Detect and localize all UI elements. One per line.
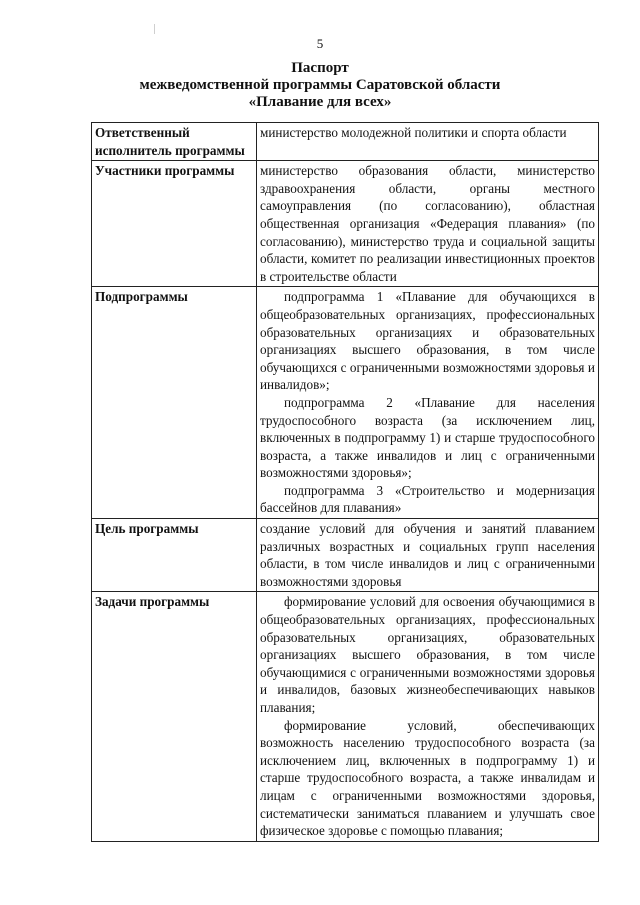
row-paragraph: министерство образования области, министерство здравоохранения области, органы местного самоуправления (по согласованию), областная общественная организация «Федерация плавания» (по согласованию), министерство труда и социальной защиты области, комитет по реализации инвестиционных проектов в строительстве области: [260, 163, 595, 284]
title-line-3: «Плавание для всех»: [248, 94, 392, 110]
row-paragraph: подпрограмма 2 «Плавание для населения трудоспособного возраста (за исключением лиц, включенных в подпрограмму 1) и старше трудоспособного возраста, а также инвалидов и лиц с ограниченными возможностями здоровья»;: [260, 394, 595, 481]
row-paragraph: подпрограмма 1 «Плавание для обучающихся в общеобразовательных организациях, профессиональных образовательных организациях и образовательных организациях высшего образования, в том числе обучающихся с ограниченными возможностями здоровья и инвалидов»;: [260, 289, 595, 393]
row-label: Подпрограммы: [92, 287, 257, 519]
row-content: [257, 519, 599, 592]
row-label: Ответственный исполнитель программы: [92, 123, 257, 161]
table-row: [92, 519, 599, 592]
row-paragraph: формирование условий для освоения обучающимися в общеобразовательных организациях, профессиональных образовательных организациях, образовательных организациях высшего образования, в том числе обучающимися с ограниченными возможностями здоровья и инвалидов, базовых жизнеобеспечивающих навыков плавания;: [260, 594, 595, 715]
row-label: Цель программы: [92, 519, 257, 592]
title-line-2: межведомственной программы Саратовской области: [139, 77, 501, 93]
row-content: [257, 123, 599, 161]
table-row: [92, 161, 599, 287]
document-title: [0, 60, 640, 111]
row-paragraph: подпрограмма 3 «Строительство и модернизация бассейнов для плавания»: [260, 482, 595, 516]
passport-table: [91, 122, 599, 842]
scan-mark: [154, 24, 155, 34]
page-number: 5: [316, 36, 324, 51]
row-content: [257, 592, 599, 841]
row-paragraph: создание условий для обучения и занятий плаванием различных возрастных и социальных групп населения области, в том числе инвалидов и лиц с ограниченными возможностями здоровья: [260, 521, 595, 589]
row-content: [257, 287, 599, 519]
title-line-1: Паспорт: [291, 60, 349, 76]
table-row: [92, 592, 599, 841]
row-label: Участники программы: [92, 161, 257, 287]
row-paragraph: формирование условий, обеспечивающих возможность населению трудоспособного возраста (за исключением лиц, включенных в подпрограмму 1) и старше трудоспособного возраста, а также инвалидам и лицам с ограниченными возможностями здоровья, систематически заниматься плаванием и улучшать свое физическое здоровье с помощью плавания;: [260, 717, 595, 839]
row-paragraph: министерство молодежной политики и спорта области: [260, 125, 567, 140]
table-row: [92, 123, 599, 161]
row-label: Задачи программы: [92, 592, 257, 841]
row-content: [257, 161, 599, 287]
table-row: [92, 287, 599, 519]
